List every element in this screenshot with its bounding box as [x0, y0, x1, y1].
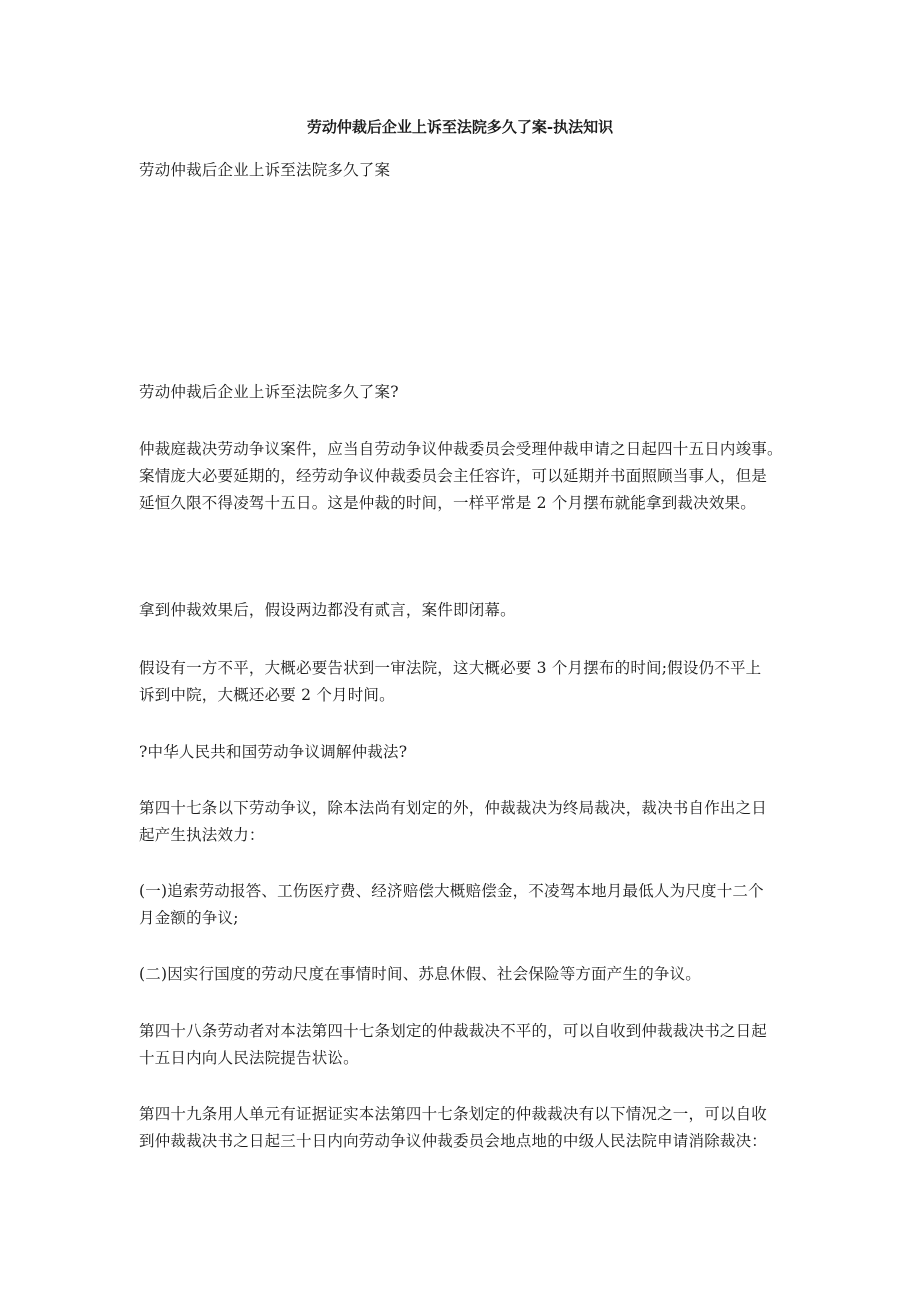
paragraph-line: 延恒久限不得凌驾十五日。这是仲裁的时间，一样平常是 2 个月摆布就能拿到裁决效果。	[139, 494, 756, 512]
question-heading	[139, 379, 799, 406]
article-49	[139, 1101, 799, 1155]
paragraph-line: 起产生执法效力：	[139, 826, 265, 844]
paragraph-appeal-time	[139, 655, 799, 709]
paragraph-line: 第四十八条劳动者对本法第四十七条划定的仲裁裁决不平的，可以自收到仲裁裁决书之日起	[139, 1022, 768, 1040]
paragraph-line: (一)追索劳动报答、工伤医疗费、经济赔偿大概赔偿金，不凌驾本地月最低人为尺度十二个	[139, 882, 764, 900]
paragraph-line: 月金额的争议;	[139, 909, 239, 927]
subtitle-text: 劳动仲裁后企业上诉至法院多久了案	[139, 161, 391, 179]
paragraph-line: 案情庞大必要延期的，经劳动争议仲裁委员会主任容许，可以延期并书面照顾当事人，但是	[139, 467, 768, 485]
article-47	[139, 795, 799, 849]
paragraph-line: 拿到仲裁效果后，假设两边都没有贰言，案件即闭幕。	[139, 601, 516, 619]
article-48	[139, 1018, 799, 1072]
article-47-item-1	[139, 878, 799, 932]
law-title	[139, 739, 799, 766]
paragraph-line: (二)因实行国度的劳动尺度在事情时间、苏息休假、社会保险等方面产生的争议。	[139, 965, 701, 983]
paragraph-line: 十五日内向人民法院提告状讼。	[139, 1049, 359, 1067]
paragraph-line: 到仲裁裁决书之日起三十日内向劳动争议仲裁委员会地点地的中级人民法院申请消除裁决：	[139, 1132, 768, 1150]
paragraph-line: 假设有一方不平，大概必要告状到一审法院，这大概必要 3 个月摆布的时间;假设仍不平上	[139, 659, 762, 677]
paragraph-line: 第四十九条用人单元有证据证实本法第四十七条划定的仲裁裁决有以下情况之一，可以自收	[139, 1105, 768, 1123]
document-subtitle	[139, 157, 799, 184]
document-title: 劳动仲裁后企业上诉至法院多久了案-执法知识	[306, 118, 614, 136]
law-title-text: ?中华人民共和国劳动争议调解仲裁法?	[139, 743, 408, 761]
question-text: 劳动仲裁后企业上诉至法院多久了案?	[139, 383, 399, 401]
paragraph-line: 诉到中院，大概还必要 2 个月时间。	[139, 686, 395, 704]
paragraph-line: 仲裁庭裁决劳动争议案件，应当自劳动争议仲裁委员会受理仲裁申请之日起四十五日内竣事。	[139, 440, 783, 458]
paragraph-case-closed	[139, 597, 799, 624]
paragraph-arbitration-time	[139, 436, 799, 517]
article-47-item-2	[139, 961, 799, 988]
paragraph-line: 第四十七条以下劳动争议，除本法尚有划定的外，仲裁裁决为终局裁决，裁决书自作出之日	[139, 799, 768, 817]
